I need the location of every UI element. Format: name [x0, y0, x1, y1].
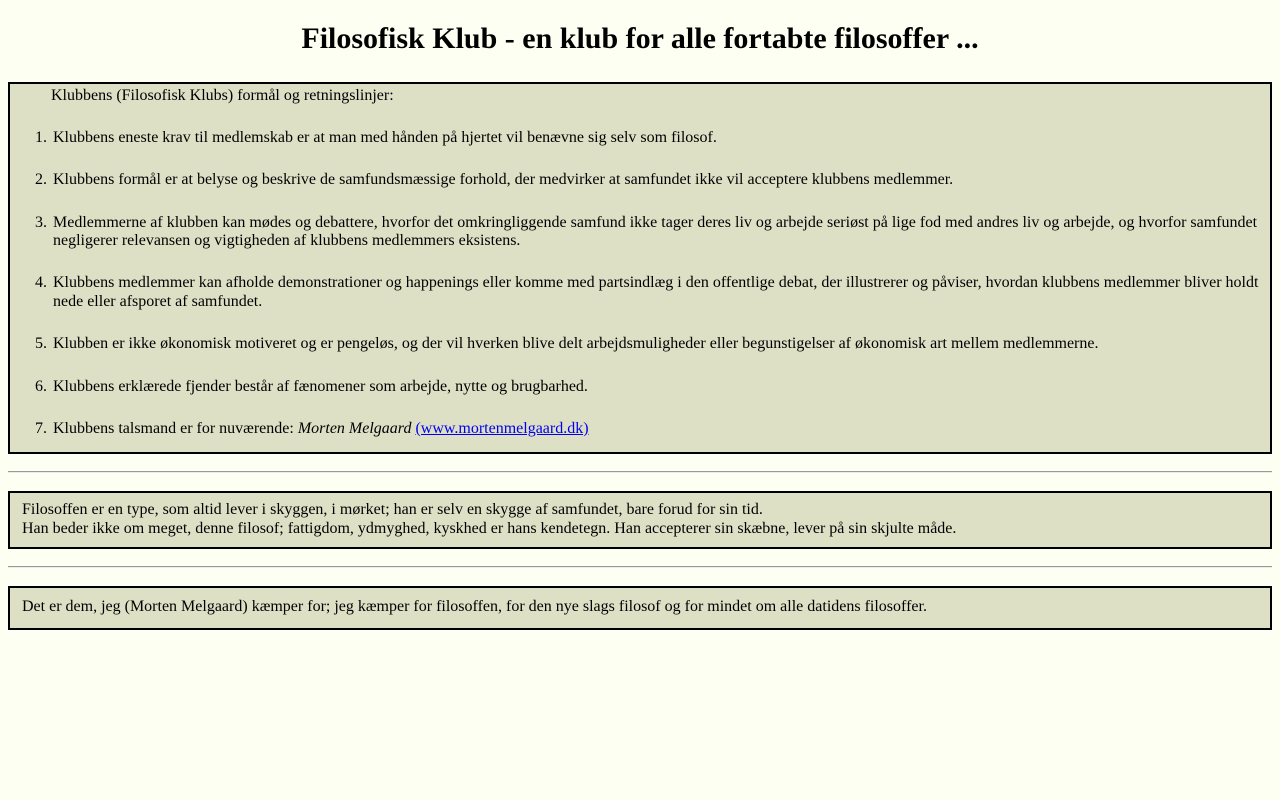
rules-list — [20, 129, 1260, 439]
rule-item-3: 3. Medlemmerne af klubben kan mødes og debattere, hvorfor det omkringliggende samfund ikke tager deres liv og arbejde seriøst på lige fod med andres liv og arbejde, og hvorfor samfundet negligerer relevansen og vigtigheden af klubbens medlemmers eksistens. — [51, 214, 1260, 251]
spokesman-prefix: Klubbens talsmand er for nuværende: — [53, 420, 298, 438]
horizontal-divider-1 — [8, 471, 1272, 473]
rule-item-7 — [51, 420, 1260, 438]
rule-item-1: 1. Klubbens eneste krav til medlemskab er at man med hånden på hjertet vil benævne sig selv som filosof. — [51, 129, 1260, 147]
rule-item-5: 5. Klubben er ikke økonomisk motiveret og er pengeløs, og der vil hverken blive delt arbejdsmuligheder eller begunstigelser af økonomisk art mellem medlemmerne. — [51, 335, 1260, 353]
rules-intro: Klubbens (Filosofisk Klubs) formål og retningslinjer: — [51, 86, 394, 104]
fight-text: Det er dem, jeg (Morten Melgaard) kæmper for; jeg kæmper for filosoffen, for den nye slags filosof og for mindet om alle datidens filosoffer. — [22, 598, 927, 616]
fight-panel — [8, 586, 1272, 629]
horizontal-divider-2 — [8, 566, 1272, 568]
page-title: Filosofisk Klub - en klub for alle fortabte filosoffer ... — [301, 22, 979, 55]
spokesman-website-link[interactable]: (www.mortenmelgaard.dk) — [415, 420, 589, 438]
philosopher-line-2: Han beder ikke om meget, denne filosof; fattigdom, ydmyghed, kyskhed er hans kendetegn. Han accepterer sin skæbne, lever på sin skjulte måde. — [22, 519, 957, 537]
spokesman-name: Morten Melgaard — [297, 420, 412, 438]
rule-item-6: 6. Klubbens erklærede fjender består af fænomener som arbejde, nytte og brugbarhed. — [51, 378, 1260, 396]
rules-panel — [8, 82, 1272, 455]
philosopher-line-1: Filosoffen er en type, som altid lever i skyggen, i mørket; han er selv en skygge af samfundet, bare forud for sin tid. — [22, 501, 763, 519]
philosopher-panel — [8, 491, 1272, 549]
rule-item-2: 2. Klubbens formål er at belyse og beskrive de samfundsmæssige forhold, der medvirker at samfundet ikke vil acceptere klubbens medlemmer. — [51, 171, 1260, 189]
rule-item-4: 4. Klubbens medlemmer kan afholde demonstrationer og happenings eller komme med partsindlæg i den offentlige debat, der illustrerer og påviser, hvordan klubbens medlemmer bliver holdt nede eller afsporet af samfundet. — [51, 274, 1260, 311]
